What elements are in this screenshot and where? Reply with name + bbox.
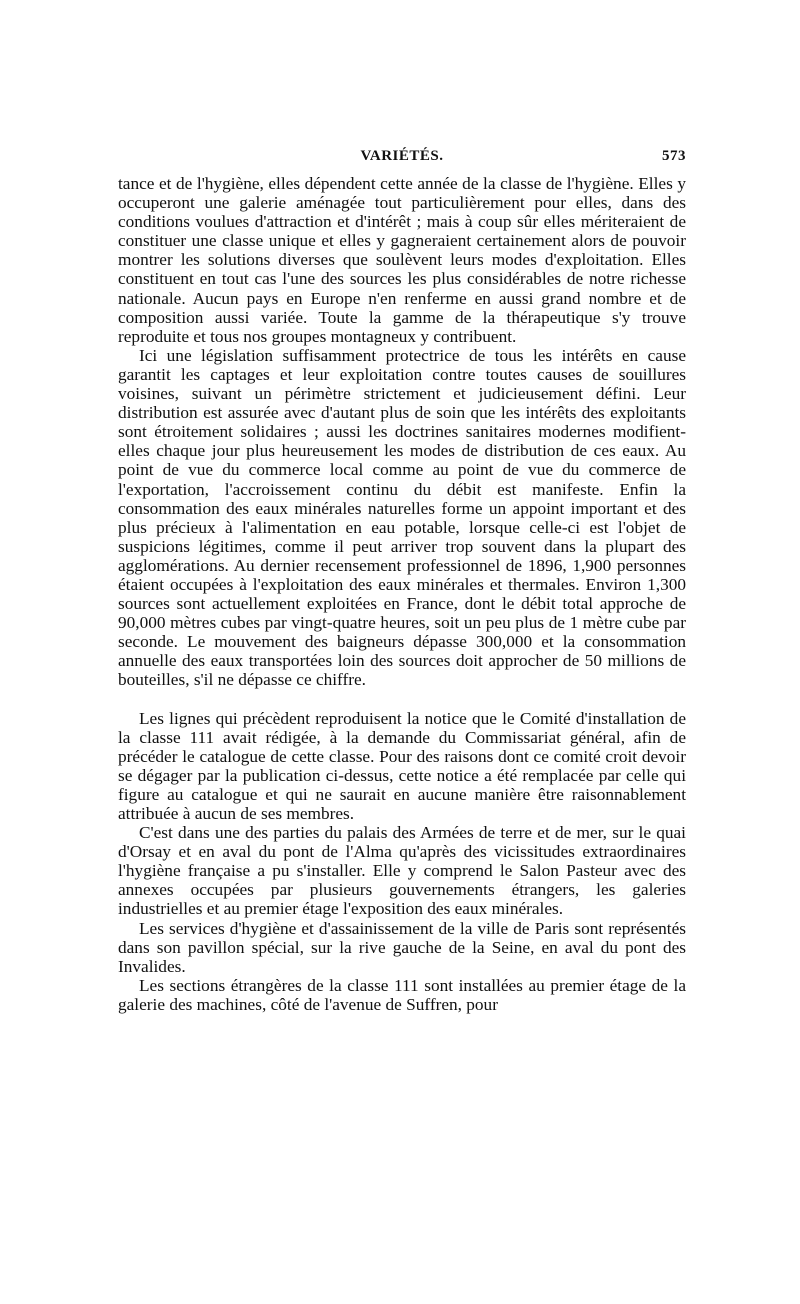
paragraph-palais-armees: C'est dans une des parties du palais des Armées de terre et de mer, sur le quai d'Orsay et en aval du pont de l'Alma qu'après des vicissitudes extraordinaires l'hygiène française a pu s'installer. Elle y comprend le Salon Pasteur avec des annexes occupées par plusieurs gouvernements étrangers, les galeries industrielles et au premier étage l'exposition des eaux minérales. [118, 823, 686, 919]
page-number: 573 [662, 148, 686, 164]
paragraph-notice: Les lignes qui précèdent reproduisent la notice que le Comité d'installation de la classe 111 avait rédigée, à la demande du Commissariat général, afin de précéder le catalogue de cette classe. Pour des raisons dont ce comité croit devoir se dégager par la publication ci-dessus, cette notice a été remplacée par celle qui figure au catalogue et qui ne saurait en aucune manière être raisonnablement attribuée à aucun de ses membres. [118, 708, 686, 823]
paragraph-sections-etrangeres: Les sections étrangères de la classe 111 sont installées au premier étage de la galerie des machines, côté de l'avenue de Suffren, pour [118, 975, 686, 1014]
paragraph-continuation: tance et de l'hygiène, elles dépendent cette année de la classe de l'hygiène. Elles y occuperont une galerie aménagée tout particulièrement pour elles, dans des conditions voulues d'attraction et d'intérêt ; mais à coup sûr elles mériteraient de constituer une classe unique et elles y gagneraient certainement alors de pouvoir montrer les solutions diverses que soulèvent leurs modes d'exploitation. Elles constituent en tout cas l'une des sources les plus considérables de notre richesse nationale. Aucun pays en Europe n'en renferme en aussi grand nombre et de composition aussi variée. Toute la gamme de la thérapeutique s'y trouve reproduite et tous nos groupes montagneux y contribuent. [118, 174, 686, 346]
paragraph-ville-paris: Les services d'hygiène et d'assainissement de la ville de Paris sont représentés dans son pavillon spécial, sur la rive gauche de la Seine, en aval du pont des Invalides. [118, 918, 686, 976]
book-page [118, 148, 686, 1014]
running-title: VARIÉTÉS. [360, 148, 444, 164]
paragraph-legislation: Ici une législation suffisamment protectrice de tous les intérêts en cause garantit les captages et leur exploitation contre toutes causes de souillures voisines, suivant un périmètre strictement et judicieusement défini. Leur distribution est assurée avec d'autant plus de soin que les intérêts des exploitants sont étroitement solidaires ; aussi les doctrines sanitaires modernes modifient-elles chaque jour plus heureusement les modes de distribution de ces eaux. Au point de vue du commerce local comme au point de vue du commerce de l'exportation, l'accroissement continu du débit est manifeste. Enfin la consommation des eaux minérales naturelles forme un appoint important et des plus précieux à l'alimentation en eau potable, lorsque celle-ci est l'objet de suspicions légitimes, comme il peut arriver trop souvent dans la plupart des agglomérations. Au dernier recensement professionnel de 1896, 1,900 personnes étaient occupées à l'exploitation des eaux minérales et thermales. Environ 1,300 sources sont actuellement exploitées en France, dont le débit total approche de 90,000 mètres cubes par vingt-quatre heures, soit un peu plus de 1 mètre cube par seconde. Le mouvement des baigneurs dépasse 300,000 et la consommation annuelle des eaux transportées loin des sources doit approcher de 50 millions de bouteilles, s'il ne dépasse ce chiffre. [118, 345, 686, 690]
running-head [118, 148, 686, 172]
body-text [118, 174, 686, 1014]
